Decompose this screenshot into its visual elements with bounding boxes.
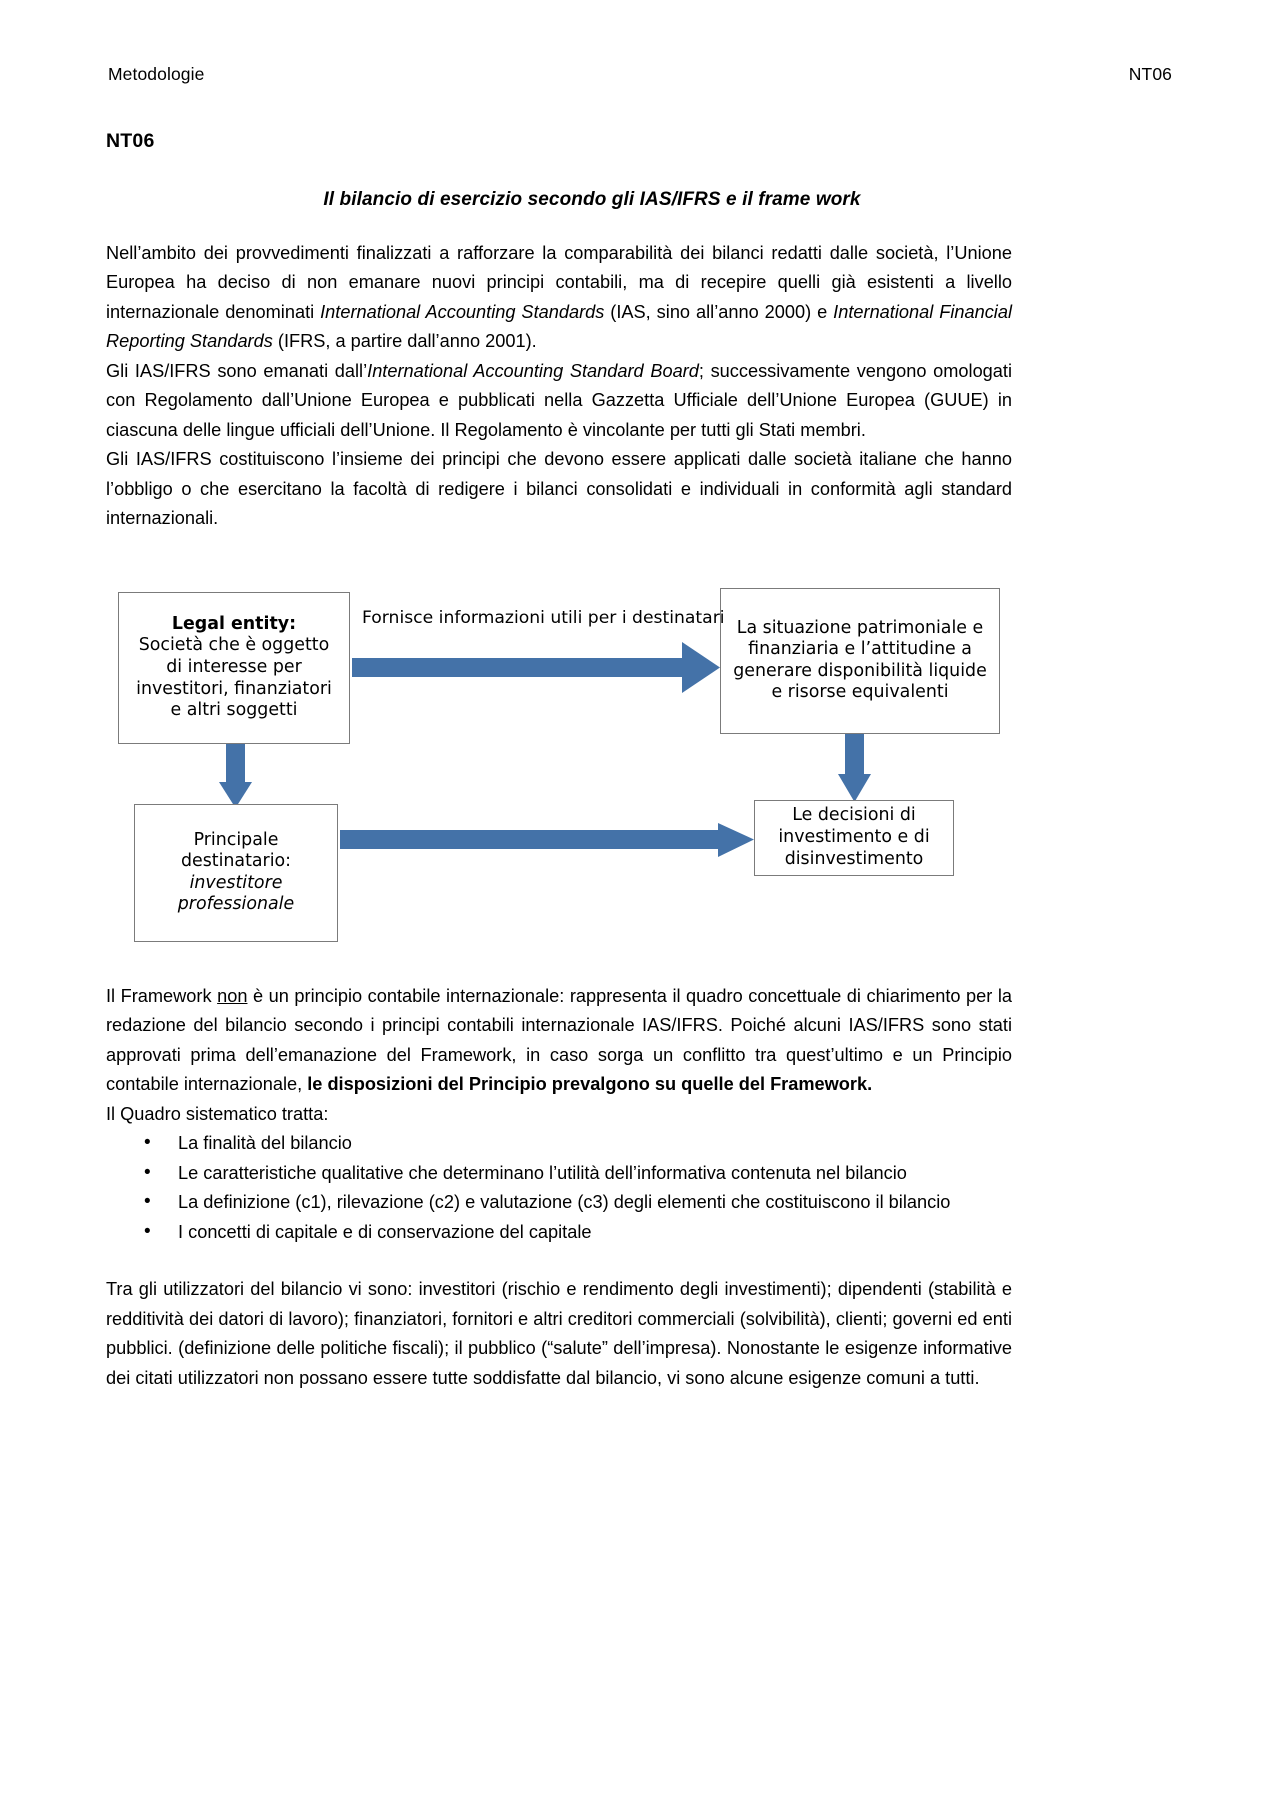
par2-italic-iasb: International Accounting Standard Board	[367, 360, 699, 381]
paragraph-5: Il Quadro sistematico tratta:	[106, 1103, 329, 1124]
principale-line3: investitore	[189, 872, 283, 893]
arrow-vertical-right	[838, 734, 871, 802]
framework-diagram	[106, 580, 1012, 952]
document-body	[106, 130, 1012, 1393]
arrow-horizontal-top	[352, 642, 720, 693]
diagram-box-legal-entity	[118, 592, 350, 744]
paragraph-spacer	[106, 1247, 1012, 1275]
legal-entity-line5: e altri soggetti	[170, 700, 298, 721]
par4-underline-non: non	[217, 985, 248, 1006]
arrow-vertical-left	[219, 744, 252, 808]
header-right-text: NT06	[1128, 64, 1172, 84]
arrow-label-fornisce: Fornisce informazioni utili per i destinatari	[362, 607, 725, 628]
document-subtitle: Il bilancio di esercizio secondo gli IAS/IFRS e il frame work	[323, 189, 861, 210]
quadro-sistematico-list	[106, 1129, 1012, 1247]
par4-segment-a: Il Framework	[106, 985, 218, 1006]
situazione-line3: generare disponibilità liquide	[733, 660, 987, 681]
list-item: • La definizione (c1), rilevazione (c2) e valutazione (c3) degli elementi che costituiscono il bilancio	[136, 1188, 1012, 1217]
list-item: • La finalità del bilancio	[136, 1129, 1012, 1158]
situazione-line4: e risorse equivalenti	[771, 682, 949, 703]
page-title: NT06	[106, 130, 155, 152]
list-item: • Le caratteristiche qualitative che determinano l’utilità dell’informativa contenuta nel bilancio	[136, 1159, 1012, 1188]
par4-bold-disposizioni: le disposizioni del Principio prevalgono su quelle del Framework.	[307, 1074, 873, 1095]
principale-line1: Principale	[193, 829, 279, 850]
paragraph-2	[106, 357, 1012, 445]
par1-segment-c: (IFRS, a partire dall’anno 2001).	[272, 331, 537, 352]
legal-entity-line1: Legal entity:	[171, 613, 297, 634]
paragraph-6: Tra gli utilizzatori del bilancio vi sono: investitori (rischio e rendimento degli investimenti); dipendenti (stabilità e redditività dei datori di lavoro); finanziatori, fornitori e altri creditori commerciali (solvibilità), clienti; governi ed enti pubblici. (definizione delle politiche fiscali); il pubblico (“salute” dell’impresa). Nonostante le esigenze informative dei citati utilizzatori non possano essere tutte soddisfatte dal bilancio, vi sono alcune esigenze comuni a tutti.	[106, 1279, 1012, 1388]
situazione-line2: finanziaria e l’attitudine a	[748, 639, 972, 660]
principale-line2: destinatario:	[180, 851, 292, 872]
par1-segment-b: (IAS, sino all’anno 2000) e	[604, 301, 834, 322]
diagram-box-situazione-patrimoniale	[720, 588, 1000, 734]
header-left-text: Metodologie	[108, 64, 205, 84]
decisioni-line3: disinvestimento	[784, 848, 924, 869]
diagram-box-principale-destinatario	[134, 804, 338, 942]
legal-entity-line3: di interesse per	[166, 657, 302, 678]
decisioni-line2: investimento e di	[778, 827, 930, 848]
legal-entity-line4: investitori, finanziatori	[136, 678, 332, 699]
diagram-box-decisioni	[754, 800, 954, 876]
par2-segment-b: ; successivamente vengono omologati con Regolamento dall’Unione Europea e pubblicati nella Gazzetta Ufficiale dell’Unione Europea (GUUE) in ciascuna delle lingue ufficiali dell’Unione. Il Regolamento è vincolante per tutti gli Stati membri.	[106, 360, 1013, 440]
par1-italic-ifrs: International Financial Reporting Standards	[106, 301, 1013, 352]
running-header	[108, 64, 1172, 85]
par1-segment-a: Nell’ambito dei provvedimenti finalizzati a rafforzare la comparabilità dei bilanci redatti dalle società, l’Unione Europea ha deciso di non emanare nuovi principi contabili, ma di recepire quelli già esistenti a livello internazionale denominati	[106, 243, 1012, 322]
par4-segment-b: è un principio contabile internazionale: rappresenta il quadro concettuale di chiarimento per la redazione del bilancio secondo i principi contabili internazionale IAS/IFRS. Poiché alcuni IAS/IFRS sono stati approvati prima dell’emanazione del Framework, in caso sorga un conflitto tra quest’ultimo e un Principio contabile internazionale,	[106, 985, 1012, 1095]
principale-line4: professionale	[177, 894, 295, 915]
decisioni-line1: Le decisioni di	[792, 805, 916, 826]
list-item: • I concetti di capitale e di conservazione del capitale	[136, 1218, 1012, 1247]
paragraph-3: Gli IAS/IFRS costituiscono l’insieme dei principi che devono essere applicati dalle società italiane che hanno l’obbligo o che esercitano la facoltà di redigere i bilanci consolidati e individuali in conformità agli standard internazionali.	[106, 449, 1012, 529]
par2-segment-a: Gli IAS/IFRS sono emanati dall’	[106, 360, 368, 381]
paragraph-4	[106, 982, 1012, 1100]
par1-italic-ias: International Accounting Standards	[320, 301, 605, 322]
legal-entity-line2: Società che è oggetto	[138, 635, 330, 656]
arrow-horizontal-bottom	[340, 823, 754, 857]
situazione-line1: La situazione patrimoniale e	[736, 617, 984, 638]
paragraph-1	[106, 239, 1012, 357]
